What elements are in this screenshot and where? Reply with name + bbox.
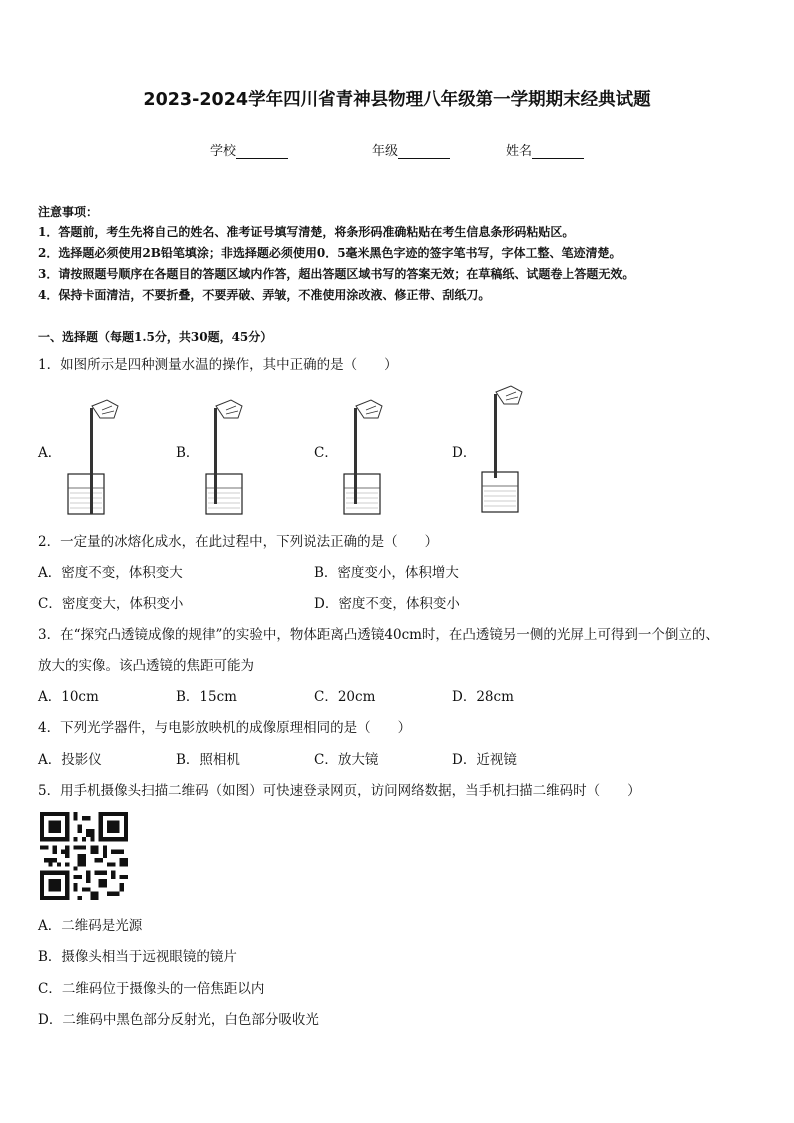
q4-option-b: B．照相机	[176, 752, 240, 768]
grade-label: 年级	[372, 144, 399, 159]
school-label: 学校	[210, 144, 237, 159]
q2-option-d: D．密度不变，体积变小	[314, 596, 460, 612]
note-item: 4．保持卡面清洁，不要折叠，不要弄破、弄皱，不准使用涂改液、修正带、刮纸刀。	[38, 288, 491, 302]
thermometer-figure-c	[338, 398, 398, 518]
question-3-stem-continued: 放大的实像。该凸透镜的焦距可能为	[38, 658, 254, 674]
section-heading: 一、选择题（每题1.5分，共30题，45分）	[38, 330, 273, 344]
q3-option-d: D．28cm	[452, 689, 514, 705]
note-item: 3．请按照题号顺序在各题目的答题区域内作答，超出答题区域书写的答案无效；在草稿纸、试题卷上答题无效。	[38, 267, 635, 281]
q1-label-a: A．	[38, 445, 62, 461]
question-1-stem: 1．如图所示是四种测量水温的操作，其中正确的是（ ）	[38, 357, 398, 373]
qr-code-image	[40, 812, 128, 900]
name-label: 姓名	[506, 144, 533, 159]
q4-option-c: C．放大镜	[314, 752, 379, 768]
q2-option-a: A．密度不变，体积变大	[38, 565, 183, 581]
question-3-stem: 3．在“探究凸透镜成像的规律”的实验中，物体距离凸透镜40cm时，在凸透镜另一侧的光屏上可得到一个倒立的、	[38, 627, 719, 643]
thermometer-figure-a	[62, 398, 122, 518]
q2-option-b: B．密度变小，体积增大	[314, 565, 459, 581]
name-field	[506, 140, 584, 159]
q5-option-b: B．摄像头相当于远视眼镜的镜片	[38, 949, 237, 965]
exam-title: 2023-2024学年四川省青神县物理八年级第一学期期末经典试题	[143, 90, 651, 110]
school-field	[210, 140, 288, 159]
q5-option-a: A．二维码是光源	[38, 918, 143, 934]
q2-option-c: C．密度变大，体积变小	[38, 596, 184, 612]
name-blank[interactable]	[532, 146, 584, 159]
grade-blank[interactable]	[398, 146, 450, 159]
q1-label-d: D．	[452, 445, 477, 461]
note-item: 1．答题前，考生先将自己的姓名、准考证号填写清楚，将条形码准确粘贴在考生信息条形码粘贴区。	[38, 225, 575, 239]
q3-option-a: A．10cm	[38, 689, 99, 705]
school-blank[interactable]	[236, 146, 288, 159]
thermometer-figure-d	[476, 384, 536, 514]
q1-label-b: B．	[176, 445, 200, 461]
q5-option-d: D．二维码中黑色部分反射光，白色部分吸收光	[38, 1012, 319, 1028]
q4-option-a: A．投影仪	[38, 752, 102, 768]
q4-option-d: D．近视镜	[452, 752, 517, 768]
q5-option-c: C．二维码位于摄像头的一倍焦距以内	[38, 981, 265, 997]
question-4-stem: 4．下列光学器件，与电影放映机的成像原理相同的是（ ）	[38, 720, 412, 736]
q3-option-b: B．15cm	[176, 689, 237, 705]
notes-heading: 注意事项：	[38, 205, 99, 219]
question-2-stem: 2．一定量的冰熔化成水，在此过程中，下列说法正确的是（ ）	[38, 534, 439, 550]
note-item: 2．选择题必须使用2B铅笔填涂；非选择题必须使用0．5毫米黑色字迹的签字笔书写，字体工整、笔迹清楚。	[38, 246, 622, 260]
q3-option-c: C．20cm	[314, 689, 376, 705]
q1-label-c: C．	[314, 445, 338, 461]
grade-field	[372, 140, 450, 159]
question-5-stem: 5．用手机摄像头扫描二维码（如图）可快速登录网页，访问网络数据，当手机扫描二维码时（ ）	[38, 783, 641, 799]
thermometer-figure-b	[200, 398, 260, 518]
